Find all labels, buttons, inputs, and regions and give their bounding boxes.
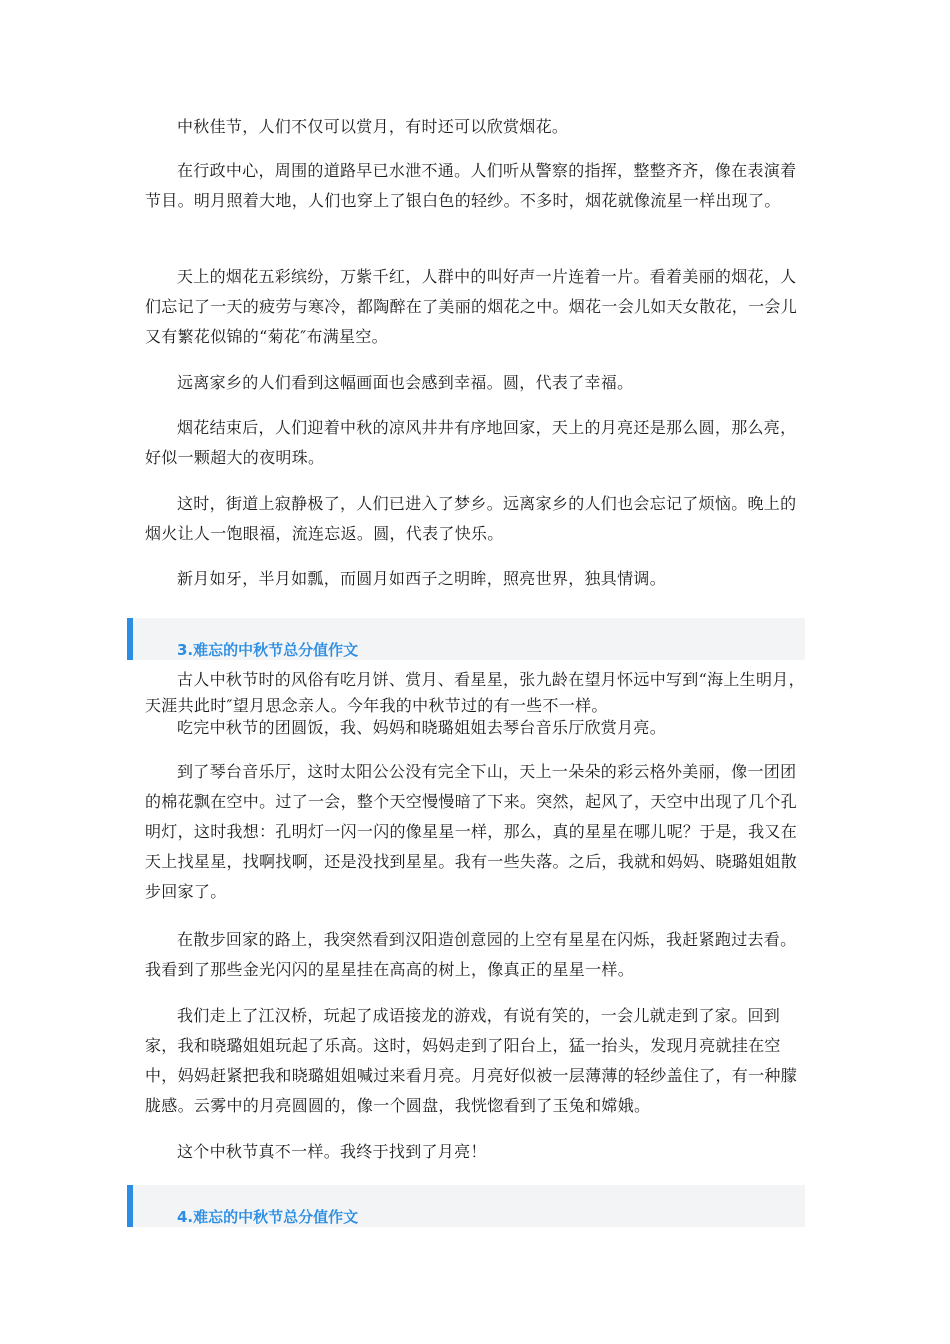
paragraph: 天上的烟花五彩缤纷，万紫千红，人群中的叫好声一片连着一片。看着美丽的烟花，人们忘记了一天的疲劳与寒冷，都陶醉在了美丽的烟花之中。烟花一会儿如天女散花，一会儿又有繁花似锦的“菊花″布满星空。 [145,267,798,346]
paragraph: 在散步回家的路上，我突然看到汉阳造创意园的上空有星星在闪烁，我赶紧跑过去看。我看到了那些金光闪闪的星星挂在高高的树上，像真正的星星一样。 [145,930,797,979]
paragraph: 古人中秋节时的风俗有吃月饼、赏月、看星星，张九龄在望月怀远中写到“海上生明月，天涯共此时″望月思念亲人。今年我的中秋节过的有一些不一样。 [145,670,805,715]
paragraph: 吃完中秋节的团圆饭，我、妈妈和晓璐姐姐去琴台音乐厅欣赏月亮。 [177,718,667,737]
paragraph: 烟花结束后，人们迎着中秋的凉风井井有序地回家，天上的月亮还是那么圆，那么亮，好似一颗超大的夜明珠。 [145,418,797,467]
section-heading [127,1185,805,1227]
paragraph: 新月如牙，半月如瓢，而圆月如西子之明眸，照亮世界，独具情调。 [177,569,667,588]
heading-accent-bar [127,1185,133,1227]
section-title: 4.难忘的中秋节总分值作文 [177,1208,359,1226]
paragraph: 远离家乡的人们看到这幅画面也会感到幸福。圆，代表了幸福。 [177,373,634,392]
section-title: 3.难忘的中秋节总分值作文 [177,641,359,659]
paragraph: 这个中秋节真不一样。我终于找到了月亮！ [177,1142,487,1161]
heading-accent-bar [127,618,133,660]
paragraph: 在行政中心，周围的道路早已水泄不通。人们听从警察的指挥，整整齐齐，像在表演着节目。明月照着大地，人们也穿上了银白色的轻纱。不多时，烟花就像流星一样出现了。 [145,161,797,210]
paragraph: 中秋佳节，人们不仅可以赏月，有时还可以欣赏烟花。 [177,117,569,136]
paragraph: 我们走上了江汉桥，玩起了成语接龙的游戏，有说有笑的，一会儿就走到了家。回到家，我和晓璐姐姐玩起了乐高。这时，妈妈走到了阳台上，猛一抬头，发现月亮就挂在空中，妈妈赶紧把我和晓璐姐姐喊过来看月亮。月亮好似被一层薄薄的轻纱盖住了，有一种朦胧感。云雾中的月亮圆圆的，像一个圆盘，我恍惚看到了玉兔和嫦娥。 [145,1006,798,1115]
section-heading [127,618,805,660]
paragraph: 到了琴台音乐厅，这时太阳公公没有完全下山，天上一朵朵的彩云格外美丽，像一团团的棉花飘在空中。过了一会，整个天空慢慢暗了下来。突然，起风了，天空中出现了几个孔明灯，这时我想：孔明灯一闪一闪的像星星一样，那么，真的星星在哪儿呢？于是，我又在天上找星星，找啊找啊，还是没找到星星。我有一些失落。之后，我就和妈妈、晓璐姐姐散步回家了。 [145,762,798,901]
paragraph: 这时，街道上寂静极了，人们已进入了梦乡。远离家乡的人们也会忘记了烦恼。晚上的烟火让人一饱眼福，流连忘返。圆，代表了快乐。 [145,494,797,543]
